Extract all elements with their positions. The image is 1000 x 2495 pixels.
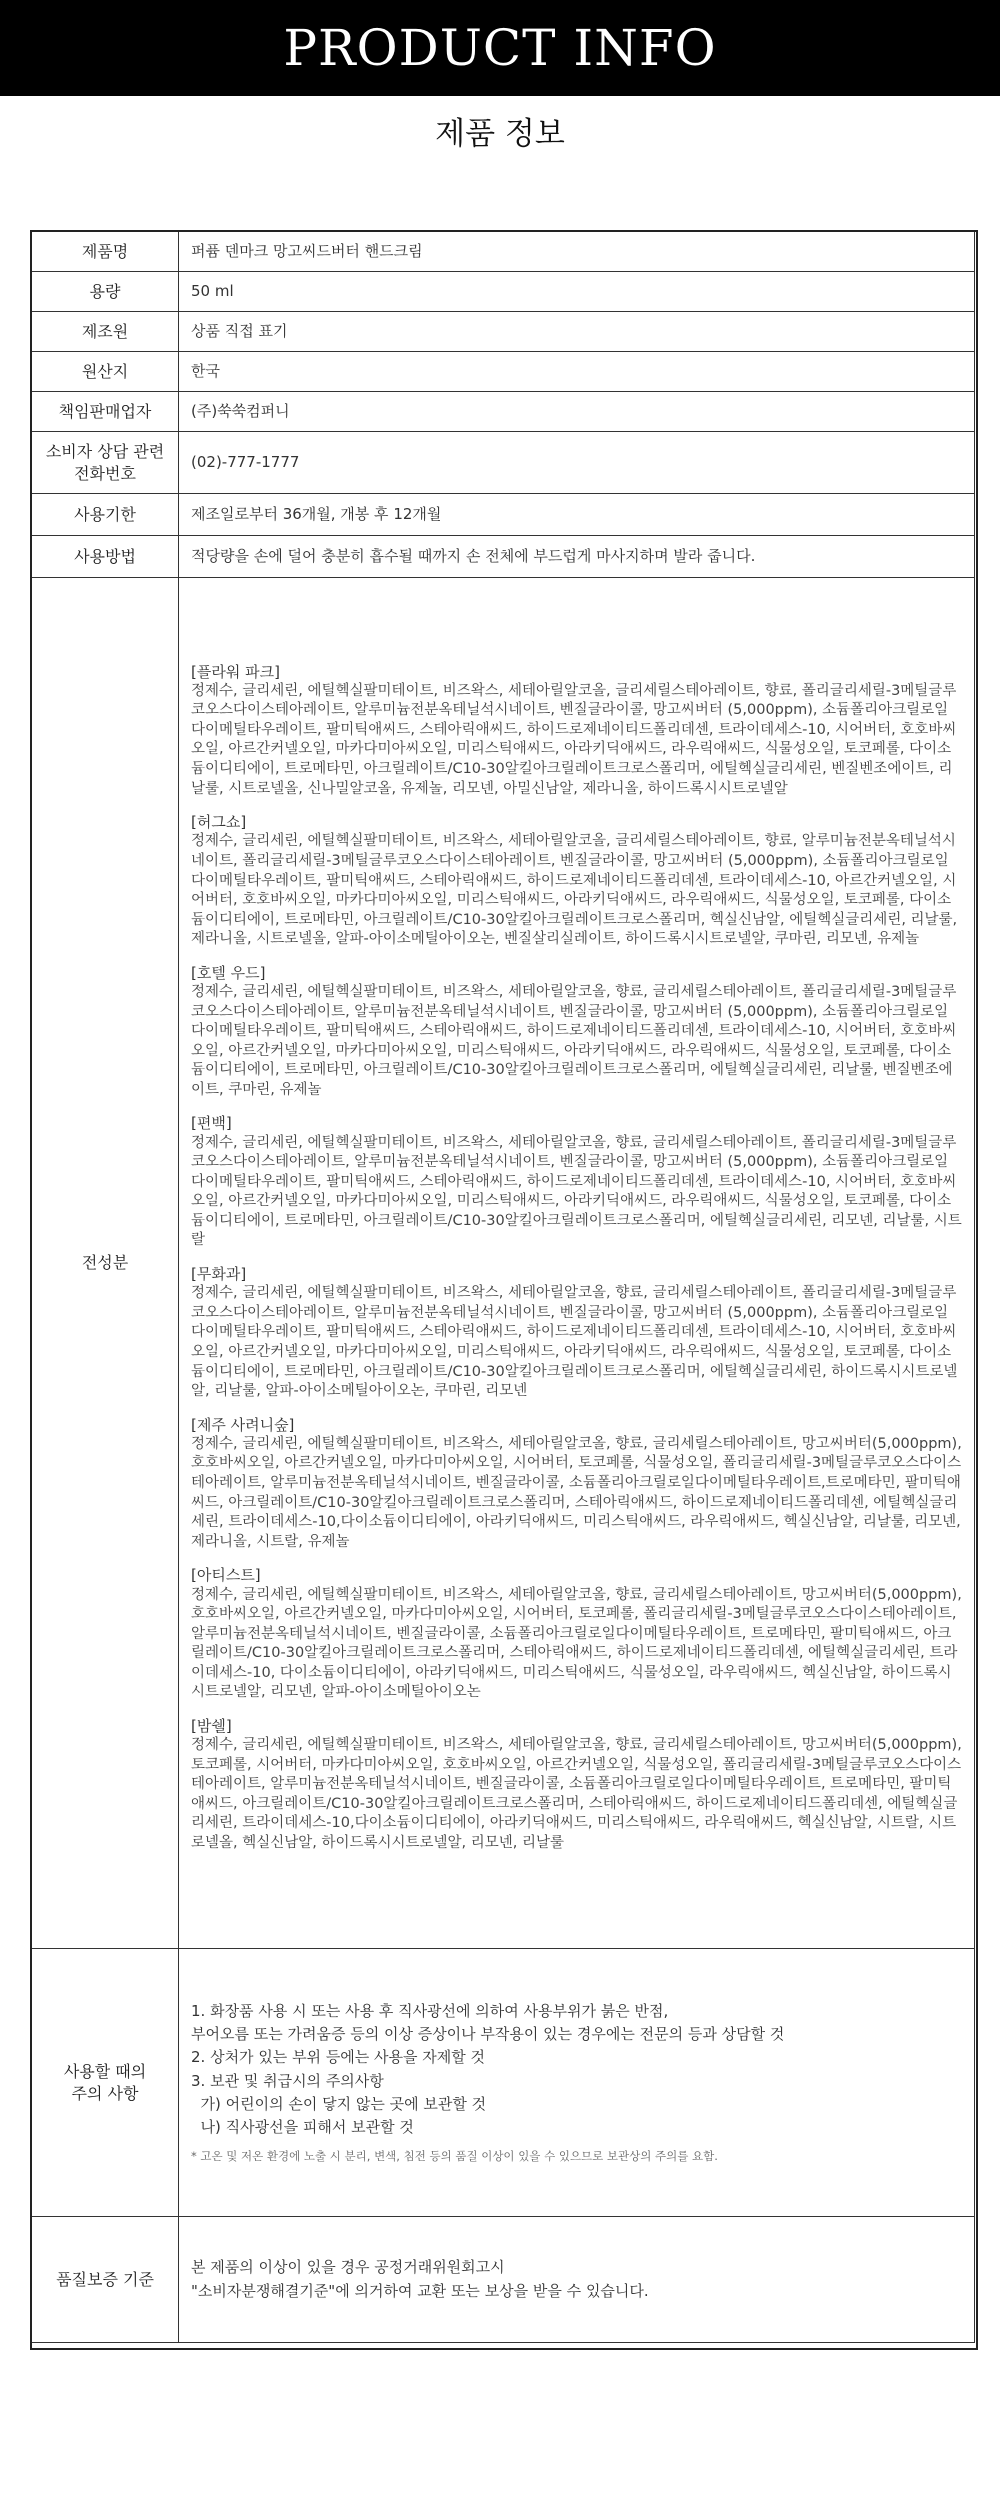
ingredient-text: 정제수, 글리세린, 에틸헥실팔미테이트, 비즈왁스, 세테아릴알코올, 글리세릴스테아레이트, 향료, 알루미늄전분옥테닐석시네이트, 폴리글리세릴-3메틸글루코오스다이스테아레이트, 벤질글라이콜, 망고씨버터 (5,000ppm), 소듐폴리아크릴로일다이메틸타우레이트, 팔미틱애씨드, 스테아릭애씨드, 하이드로제네이티드폴리데센, 트라이데세스-10, 아르간커넬오일, 시어버터, 호호바씨오일, 마카다미아씨오일, 미리스틱애씨드, 아라키딕애씨드, 라우릭애씨드, 식물성오일, 토코페롤, 다이소듐이디티에이, 트로메타민, 아크릴레이트/C10-30알킬아크릴레이트크로스폴리머, 헥실신남알, 에틸헥실글리세린, 리날룰, 제라니올, 시트로넬올, 알파-아이소메틸아이오논, 벤질살리실레이트, 하이드록시시트로넬알, 쿠마린, 리모넨, 유제놀 [191,833,958,948]
ingredient-name: [호텔 우드] [191,963,266,982]
ingredient-name: [허그쇼] [191,813,247,832]
ingredient-block [191,1415,962,1553]
row-label: 원산지 [32,352,179,392]
ingredient-text: 정제수, 글리세린, 에틸헥실팔미테이트, 비즈왁스, 세테아릴알코올, 향료, 글리세릴스테아레이트, 폴리글리세릴-3메틸글루코오스다이스테아레이트, 알루미늄전분옥테닐석시네이트, 벤질글라이콜, 망고씨버터 (5,000ppm), 소듐폴리아크릴로일다이메틸타우레이트, 팔미틱애씨드, 스테아릭애씨드, 하이드로제네이티드폴리데센, 트라이데세스-10, 시어버터, 호호바씨오일, 아르간커넬오일, 마카다미아씨오일, 미리스틱애씨드, 아라키딕애씨드, 라우릭애씨드, 식물성오일, 토코페롤, 다이소듐이디티에이, 트로메타민, 아크릴레이트/C10-30알킬아크릴레이트크로스폴리머, 에틸헥실글리세린, 하이드록시시트로넬알, 리날룰, 알파-아이소메틸아이오논, 쿠마린, 리모넨 [191,1285,958,1400]
ingredient-text: 정제수, 글리세린, 에틸헥실팔미테이트, 비즈왁스, 세테아릴알코올, 향료, 글리세릴스테아레이트, 폴리글리세릴-3메틸글루코오스다이스테아레이트, 알루미늄전분옥테닐석시네이트, 벤질글라이콜, 망고씨버터 (5,000ppm), 소듐폴리아크릴로일다이메틸타우레이트, 팔미틱애씨드, 스테아릭애씨드, 하이드로제네이티드폴리데센, 트라이데세스-10, 시어버터, 호호바씨오일, 아르간커넬오일, 마카다미아씨오일, 미리스틱애씨드, 아라키딕애씨드, 라우릭애씨드, 식물성오일, 토코페롤, 다이소듐이디티에이, 트로메타민, 아크릴레이트/C10-30알킬아크릴레이트크로스폴리머, 에틸헥실글리세린, 리모넨, 리날룰, 시트랄 [191,1134,962,1249]
ingredient-text: 정제수, 글리세린, 에틸헥실팔미테이트, 비즈왁스, 세테아릴알코올, 향료, 글리세릴스테아레이트, 폴리글리세릴-3메틸글루코오스다이스테아레이트, 알루미늄전분옥테닐석시네이트, 벤질글라이콜, 망고씨버터 (5,000ppm), 소듐폴리아크릴로일다이메틸타우레이트, 팔미틱애씨드, 스테아릭애씨드, 하이드로제네이티드폴리데센, 트라이데세스-10, 시어버터, 호호바씨오일, 아르간커넬오일, 마카다미아씨오일, 미리스틱애씨드, 아라키딕애씨드, 라우릭애씨드, 식물성오일, 토코페롤, 다이소듐이디티에이, 트로메타민, 아크릴레이트/C10-30알킬아크릴레이트크로스폴리머, 에틸헥실글리세린, 리날룰, 벤질벤조에이트, 쿠마린, 유제놀 [191,984,957,1098]
quality-cell [179,2217,975,2343]
ingredient-text: 정제수, 글리세린, 에틸헥실팔미테이트, 비즈왁스, 세테아릴알코올, 향료, 글리세릴스테아레이트, 망고씨버터(5,000ppm), 호호바씨오일, 아르간커넬오일, 마카다미아씨오일, 시어버터, 토코페롤, 식물성오일, 폴리글리세릴-3메틸글루코오스다이스테아레이트, 알루미늄전분옥테닐석시네이트, 벤질글라이콜, 소듐폴리아크릴로일다이메틸타우레이트,트로메타민, 팔미틱애씨드, 아크릴레이트/C10-30알킬아크릴레이트크로스폴리머, 스테아릭애씨드, 하이드로제네이티드폴리데센, 에틸헥실글리세린, 트라이데세스-10,다이소듐이디티에이, 아라키딕애씨드, 미리스틱애씨드, 라우릭애씨드, 헥실신남알, 리날룰, 리모넨, 제라니올, 시트랄, 유제놀 [191,1435,962,1550]
ingredient-block [191,963,962,1101]
table-row [32,1949,975,2217]
contact-label-line1: 소비자 상담 관련 [45,441,165,461]
caution-line: 1. 화장품 사용 시 또는 사용 후 직사광선에 의하여 사용부위가 붉은 반점, [191,2001,669,2020]
row-label [32,432,179,494]
ingredient-name: [무화과] [191,1265,247,1283]
row-label [32,1949,179,2217]
table-row [32,494,975,536]
ingredient-block [191,812,962,950]
ingredient-name: [플라워 파크] [191,662,280,681]
ingredient-name: [편백] [191,1114,232,1133]
ingredient-name: [아티스트] [191,1566,261,1585]
ingredient-block [191,1716,962,1854]
row-label: 사용기한 [32,494,179,536]
row-value: 퍼퓸 덴마크 망고씨드버터 핸드크림 [179,232,975,272]
ingredient-text: 정제수, 글리세린, 에틸헥실팔미테이트, 비즈왁스, 세테아릴알코올, 향료, 글리세릴스테아레이트, 망고씨버터(5,000ppm), 토코페롤, 시어버터, 마카다미아씨오일, 호호바씨오일, 아르간커넬오일, 식물성오일, 폴리글리세릴-3메틸글루코오스다이스테아레이트, 알루미늄전분옥테닐석시네이트, 벤질글라이콜, 소듐폴리아크릴로일다이메틸타우레이트, 트로메타민, 팔미틱애씨드, 아크릴레이트/C10-30알킬아크릴레이트크로스폴리머, 스테아릭애씨드, 하이드로제네이티드폴리데센, 에틸헥실글리세린, 트라이데세스-10,다이소듐이디티에이, 아라키딕애씨드, 미리스틱애씨드, 라우릭애씨드, 헥실신남알, 시트랄, 시트로넬올, 헥실신남알, 하이드록시시트로넬알, 리모넨, 리날룰 [191,1737,962,1851]
ingredient-name: [밤쉘] [191,1716,232,1735]
ingredient-text: 정제수, 글리세린, 에틸헥실팔미테이트, 비즈왁스, 세테아릴알코올, 글리세릴스테아레이트, 향료, 폴리글리세릴-3메틸글루코오스다이스테아레이트, 알루미늄전분옥테닐석시네이트, 벤질글라이콜, 망고씨버터 (5,000ppm), 소듐폴리아크릴로일다이메틸타우레이트, 팔미틱애씨드, 스테아릭애씨드, 하이드로제네이티드폴리데센, 트라이데세스-10, 시어버터, 호호바씨오일, 아르간커넬오일, 마카다미아씨오일, 미리스틱애씨드, 아라키딕애씨드, 라우릭애씨드, 식물성오일, 토코페롤, 다이소듐이디티에이, 트로메타민, 아크릴레이트/C10-30알킬아크릴레이트크로스폴리머, 에틸헥실글리세린, 벤질벤조에이트, 리날룰, 시트로넬올, 신나밀알코올, 유제놀, 리모넨, 아밀신남알, 제라니올, 하이드록시시트로넬알 [191,682,957,797]
caution-cell [179,1949,975,2217]
banner-title: PRODUCT INFO [283,19,717,77]
row-label: 책임판매업자 [32,392,179,432]
caution-label-line2: 주의 사항 [71,2083,139,2103]
row-value: 50 ml [179,272,975,312]
caution-line: 3. 보관 및 취급시의 주의사항 [191,2071,384,2090]
row-value: 제조일로부터 36개월, 개봉 후 12개월 [179,494,975,536]
row-value: (주)쑥쑥컴퍼니 [179,392,975,432]
table-row [32,432,975,494]
row-value: (02)-777-1777 [179,432,975,494]
row-label: 용량 [32,272,179,312]
row-label: 사용방법 [32,536,179,578]
page-subtitle: 제품 정보 [435,116,565,152]
table-row [32,232,975,272]
table-row [32,578,975,1949]
ingredient-block [191,1113,962,1251]
caution-line: 나) 직사광선을 피해서 보관할 것 [191,2118,414,2137]
caution-line: 가) 어린이의 손이 닿지 않는 곳에 보관할 것 [191,2094,487,2113]
row-value: 적당량을 손에 덜어 충분히 흡수될 때까지 손 전체에 부드럽게 마사지하며 발라 줍니다. [179,536,975,578]
caution-note: * 고온 및 저온 환경에 노출 시 분리, 변색, 침전 등의 품질 이상이 있을 수 있으므로 보관상의 주의를 요함. [191,2149,718,2164]
table-row [32,392,975,432]
table-row [32,2217,975,2343]
ingredients-cell [179,578,975,1949]
ingredient-block [191,662,962,800]
table-row [32,312,975,352]
caution-line: 부어오름 또는 가려움증 등의 이상 증상이나 부작용이 있는 경우에는 전문의 등과 상담할 것 [191,2025,785,2044]
table-row [32,536,975,578]
row-label: 품질보증 기준 [32,2217,179,2343]
row-label: 제품명 [32,232,179,272]
row-value: 한국 [179,352,975,392]
contact-label-line2: 전화번호 [74,463,136,483]
ingredient-name: [제주 사려니숲] [191,1415,295,1434]
product-info-table [31,231,975,2343]
ingredient-text: 정제수, 글리세린, 에틸헥실팔미테이트, 비즈왁스, 세테아릴알코올, 향료, 글리세릴스테아레이트, 망고씨버터(5,000ppm), 호호바씨오일, 아르간커넬오일, 마카다미아씨오일, 시어버터, 토코페롤, 폴리글리세릴-3메틸글루코오스다이스테아레이트, 알루미늄전분옥테닐석시네이트, 벤질글라이콜, 소듐폴리아크릴로일다이메틸타우레이트, 트로메타민, 팔미틱애씨드, 아크릴레이트/C10-30알킬아크릴레이트크로스폴리머, 스테아릭애씨드, 하이드로제네이티드폴리데센, 에틸헥실글리세린, 트라이데세스-10, 다이소듐이디티에이, 아라키딕애씨드, 미리스틱애씨드, 식물성오일, 라우릭애씨드, 헥실신남알, 하이드록시시트로넬알, 리모넨, 알파-아이소메틸아이오논 [191,1586,962,1701]
row-label: 전성분 [32,578,179,1949]
caution-label-line1: 사용할 때의 [63,2061,147,2081]
table-row [32,352,975,392]
ingredient-block [191,1565,962,1703]
table-row [32,272,975,312]
row-label: 제조원 [32,312,179,352]
caution-line: 2. 상처가 있는 부위 등에는 사용을 자제할 것 [191,2048,486,2067]
quality-line: 본 제품의 이상이 있을 경우 공정거래위원회고시 [191,2258,505,2277]
quality-line: "소비자분쟁해결기준"에 의거하여 교환 또는 보상을 받을 수 있습니다. [191,2281,649,2300]
product-info-banner [0,0,1000,96]
ingredient-block [191,1264,962,1402]
row-value: 상품 직접 표기 [179,312,975,352]
